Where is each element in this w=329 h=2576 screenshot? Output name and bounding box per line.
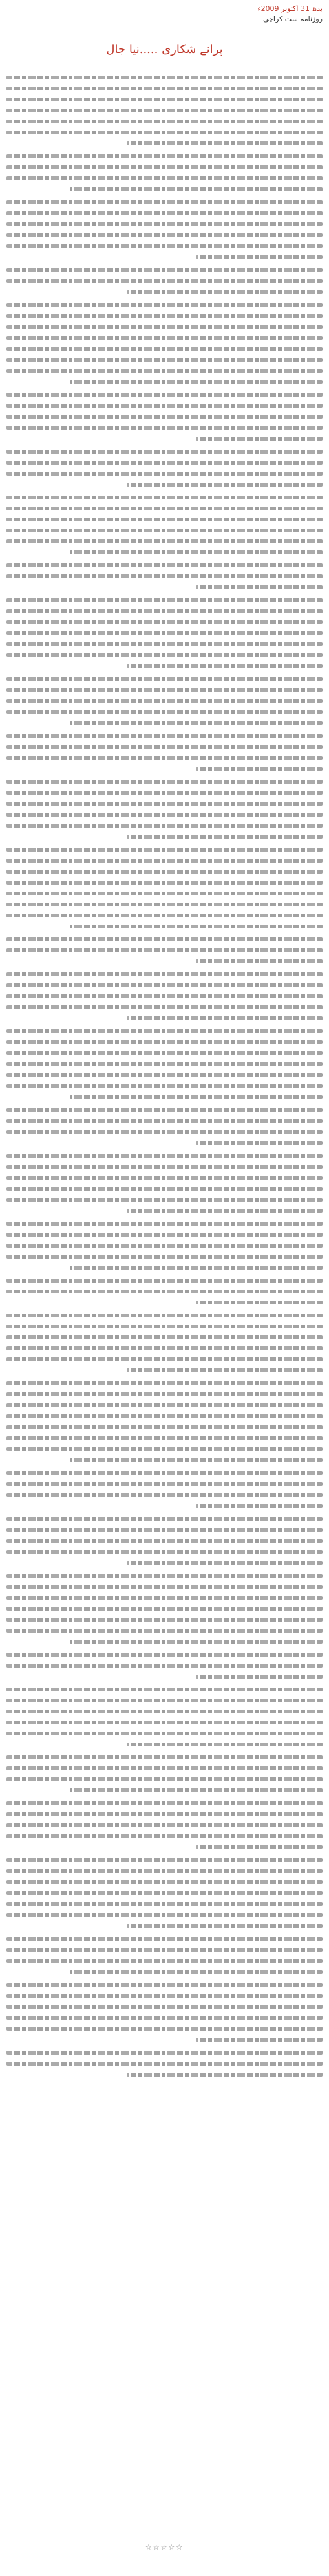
text-line: [6, 1834, 323, 1838]
text-line: [6, 1766, 323, 1770]
article-paragraph: [6, 1381, 323, 1462]
text-line: [6, 2005, 323, 2009]
text-line: [127, 141, 323, 145]
text-line: [6, 574, 323, 578]
text-line: [6, 1493, 323, 1497]
text-line: [6, 325, 323, 329]
text-line: [70, 721, 323, 725]
text-line: [127, 1209, 323, 1213]
text-line: [6, 1959, 323, 1963]
text-line: [6, 1539, 323, 1543]
text-line: [6, 1108, 323, 1112]
text-line: [6, 1414, 323, 1418]
text-line: [6, 1664, 323, 1668]
text-line: [6, 598, 323, 602]
article-paragraph: [6, 1688, 323, 1746]
text-line: [6, 1029, 323, 1033]
text-line: [127, 835, 323, 839]
text-line: [6, 824, 323, 828]
text-line: [6, 1913, 323, 1917]
text-line: [6, 802, 323, 806]
article-paragraph: [6, 1983, 323, 2042]
text-line: [127, 1924, 323, 1928]
article-paragraph: [6, 268, 323, 294]
text-line: [6, 813, 323, 817]
text-line: [6, 1550, 323, 1554]
text-line: [6, 914, 323, 917]
text-line: [6, 2051, 323, 2055]
text-line: [6, 1392, 323, 1396]
text-line: [6, 314, 323, 318]
text-line: [6, 791, 323, 795]
text-line: [6, 336, 323, 340]
text-line: [6, 1335, 323, 1339]
text-line: [6, 279, 323, 283]
text-line: [70, 1458, 323, 1462]
article-paragraph: [6, 1517, 323, 1565]
text-line: [70, 550, 323, 554]
text-line: [6, 244, 323, 248]
text-line: [6, 1279, 323, 1283]
text-line: [6, 426, 323, 430]
text-line: [127, 2073, 323, 2077]
text-line: [6, 903, 323, 906]
text-line: [6, 688, 323, 692]
text-line: [6, 994, 323, 998]
text-line: [6, 1084, 323, 1088]
text-line: [6, 1801, 323, 1805]
text-line: [6, 642, 323, 646]
text-line: [127, 1561, 323, 1565]
text-line: [6, 677, 323, 681]
text-line: [6, 1823, 323, 1827]
article-paragraph: [6, 1222, 323, 1270]
text-line: [127, 1016, 323, 1020]
text-line: [127, 483, 323, 487]
text-line: [6, 710, 323, 714]
text-line: [6, 2062, 323, 2066]
newspaper-name: روزنامہ ست کراچی: [262, 15, 323, 23]
text-line: [196, 437, 323, 441]
text-line: [6, 450, 323, 454]
article-paragraph: [6, 1471, 323, 1508]
text-line: [6, 76, 323, 79]
text-line: [6, 200, 323, 204]
text-line: [6, 1994, 323, 1998]
article-paragraph: [6, 1574, 323, 1644]
article-paragraph: [6, 937, 323, 963]
text-line: [196, 1675, 323, 1679]
text-line: [6, 539, 323, 543]
text-line: [6, 1447, 323, 1451]
text-line: [6, 1948, 323, 1952]
text-line: [6, 1596, 323, 1600]
text-line: [6, 1233, 323, 1237]
text-line: [6, 347, 323, 351]
text-line: [6, 1710, 323, 1713]
article-paragraph: [6, 1314, 323, 1372]
text-line: [6, 529, 323, 532]
text-line: [196, 959, 323, 963]
text-line: [6, 1040, 323, 1044]
text-line: [6, 1517, 323, 1521]
text-line: [6, 1869, 323, 1873]
text-line: [127, 290, 323, 294]
text-line: [196, 255, 323, 259]
text-line: [6, 870, 323, 874]
text-line: [6, 756, 323, 760]
article-paragraph: [6, 780, 323, 839]
text-line: [6, 1574, 323, 1578]
text-line: [6, 1314, 323, 1317]
article-paragraph: [6, 1755, 323, 1792]
text-line: [6, 1062, 323, 1066]
text-line: [6, 1255, 323, 1259]
article-paragraph: [6, 2051, 323, 2077]
text-line: [196, 1504, 323, 1508]
text-line: [6, 1607, 323, 1611]
text-line: [6, 98, 323, 101]
text-line: [6, 1051, 323, 1055]
article-paragraph: [6, 1108, 323, 1145]
article-paragraph: [6, 1279, 323, 1304]
text-line: [6, 1005, 323, 1009]
text-line: [6, 848, 323, 852]
text-line: [6, 1187, 323, 1191]
text-line: [6, 1425, 323, 1429]
text-line: [6, 1858, 323, 1862]
article-paragraph: [6, 450, 323, 487]
text-line: [6, 1755, 323, 1759]
text-line: [6, 734, 323, 738]
article-paragraph: [6, 1029, 323, 1099]
article-paragraph: [6, 563, 323, 589]
text-line: [6, 176, 323, 180]
article-title: پرانے شکاری .....نیا جال: [106, 43, 223, 56]
text-line: [70, 925, 323, 928]
text-line: [6, 496, 323, 499]
text-line: [6, 1130, 323, 1134]
text-line: [6, 620, 323, 624]
text-line: [70, 1095, 323, 1099]
article-paragraph: [6, 598, 323, 668]
text-line: [6, 631, 323, 635]
text-line: [6, 461, 323, 465]
text-line: [6, 699, 323, 703]
text-line: [6, 1653, 323, 1657]
text-line: [6, 1165, 323, 1169]
article-paragraph: [6, 848, 323, 928]
text-line: [6, 1699, 323, 1702]
text-line: [6, 393, 323, 397]
text-line: [6, 120, 323, 123]
article-paragraph: [6, 972, 323, 1020]
text-line: [6, 1436, 323, 1440]
text-line: [6, 859, 323, 863]
article-paragraph: [6, 677, 323, 725]
article-paragraph: [6, 1653, 323, 1679]
text-line: [6, 1983, 323, 1987]
text-line: [6, 1244, 323, 1248]
article-date: بدھ 31 اکتوبر 2009ء: [257, 5, 323, 13]
text-line: [6, 745, 323, 749]
text-line: [6, 1732, 323, 1735]
article-paragraph: [6, 393, 323, 441]
text-line: [6, 1222, 323, 1226]
text-line: [127, 664, 323, 668]
article-paragraph: [6, 200, 323, 259]
text-line: [6, 211, 323, 215]
text-line: [6, 507, 323, 510]
article-paragraph: [6, 1801, 323, 1849]
text-line: [6, 165, 323, 169]
text-line: [6, 1176, 323, 1180]
text-line: [70, 1788, 323, 1792]
text-line: [196, 585, 323, 589]
text-line: [70, 1266, 323, 1270]
text-line: [196, 767, 323, 771]
text-line: [6, 653, 323, 657]
text-line: [6, 415, 323, 419]
text-line: [6, 1119, 323, 1123]
text-line: [6, 1688, 323, 1691]
text-line: [196, 2038, 323, 2042]
text-line: [70, 187, 323, 191]
text-line: [6, 1198, 323, 1202]
text-line: [6, 1812, 323, 1816]
text-line: [6, 1482, 323, 1486]
article-body: [6, 76, 323, 2077]
text-line: [6, 233, 323, 237]
text-line: [6, 1902, 323, 1906]
text-line: [6, 892, 323, 895]
text-line: [6, 131, 323, 134]
text-line: [6, 1585, 323, 1589]
text-line: [196, 1301, 323, 1304]
text-line: [6, 1073, 323, 1077]
text-line: [6, 1777, 323, 1781]
text-line: [6, 1325, 323, 1328]
text-line: [6, 472, 323, 476]
article-paragraph: [6, 154, 323, 191]
text-line: [6, 404, 323, 408]
text-line: [6, 1154, 323, 1158]
text-line: [6, 881, 323, 885]
text-line: [196, 1845, 323, 1849]
text-line: [6, 609, 323, 613]
text-line: [6, 1346, 323, 1350]
article-paragraph: [6, 1154, 323, 1213]
text-line: [6, 87, 323, 90]
article-paragraph: [6, 1858, 323, 1928]
article-paragraph: [6, 76, 323, 145]
text-line: [6, 154, 323, 158]
article-paragraph: [6, 1937, 323, 1974]
text-line: [6, 358, 323, 362]
article-paragraph: [6, 496, 323, 554]
text-line: [6, 948, 323, 952]
text-line: [6, 1618, 323, 1622]
text-line: [6, 1880, 323, 1884]
text-line: [6, 1290, 323, 1293]
text-line: [127, 1368, 323, 1372]
text-line: [6, 1937, 323, 1941]
text-line: [6, 268, 323, 272]
text-line: [6, 780, 323, 784]
text-line: [127, 1743, 323, 1746]
masthead: [6, 4, 323, 25]
article-paragraph: [6, 734, 323, 771]
text-line: [6, 109, 323, 112]
text-line: [6, 1528, 323, 1532]
text-line: [6, 1403, 323, 1407]
text-line: [6, 303, 323, 307]
text-line: [6, 1381, 323, 1385]
text-line: [6, 563, 323, 567]
text-line: [70, 380, 323, 384]
text-line: [6, 2016, 323, 2020]
text-line: [70, 1640, 323, 1644]
text-line: [6, 937, 323, 941]
article-end-stars: ☆☆☆☆☆: [145, 2543, 184, 2551]
text-line: [6, 1357, 323, 1361]
text-line: [70, 1970, 323, 1974]
text-line: [6, 518, 323, 521]
text-line: [6, 222, 323, 226]
text-line: [6, 1629, 323, 1633]
text-line: [6, 369, 323, 373]
text-line: [6, 1471, 323, 1475]
text-line: [6, 983, 323, 987]
text-line: [196, 1141, 323, 1145]
text-line: [6, 972, 323, 976]
text-line: [6, 2027, 323, 2031]
text-line: [6, 1891, 323, 1895]
text-line: [6, 1721, 323, 1724]
article-paragraph: [6, 303, 323, 384]
